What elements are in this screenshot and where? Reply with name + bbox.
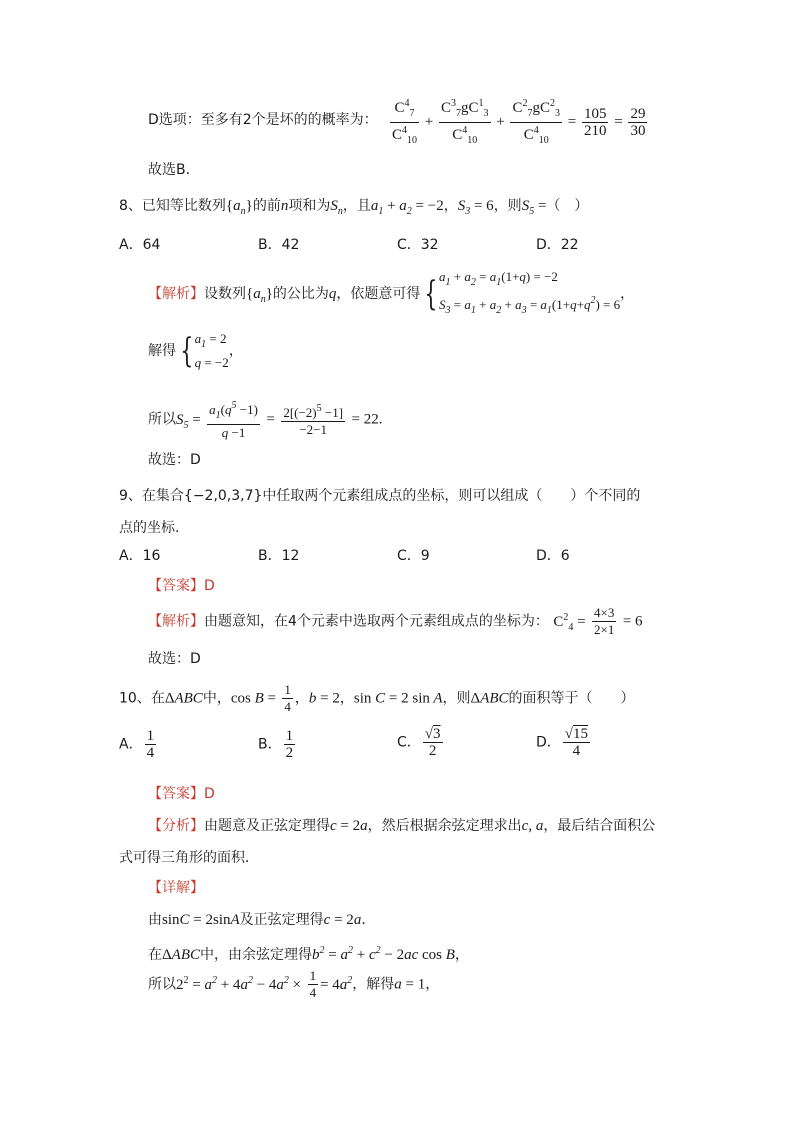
d-option-label: D选项：至多有2个是坏的的概率为： — [148, 112, 378, 128]
d-option-line — [148, 110, 378, 130]
q10-fenxi-2: 式可得三角形的面积． — [119, 850, 259, 866]
q9-answer: 【答案】D — [148, 578, 215, 594]
q9-stem-2: 点的坐标. — [119, 520, 180, 536]
q8-option-b: B．42 — [258, 237, 300, 253]
q10-detail-tag: 【详解】 — [148, 880, 204, 896]
q9-analysis: 【解析】由题意知，在4个元素中选取两个元素组成点的坐标为： $C^2_4$ = $\frac{4\times 3}{2\times 1}$ = 6 — [148, 605, 643, 637]
q10-detail-2: 在ΔABC中，由余弦定理得$b^2 = a^2 + c^2 - 2ac$ cos B， — [148, 945, 469, 963]
q8-stem: 8、已知等比数列$\{a_n\}$的前n项和为$S_n$，且$a_1 + a_2 = -2$，$S_3 = 6$，则$S_5$ =（ ） — [119, 198, 589, 217]
q9-stem: 9、在集合{−2,0,3,7}中任取两个元素组成点的坐标，则可以组成（ ）个不同的 — [119, 488, 641, 504]
q9-option-a: A．16 — [119, 548, 161, 564]
q8-analysis: 【解析】设数列$\{a_n\}$的公比为q，依题意可得 { $a_1 + a_2 = a_1(1+q) = -2$ $S_3 = a_1 + a_2 + a_3 = a_1(1+q+q^2) = 6$ ， — [148, 269, 635, 316]
q8-solve: 解得 { $a_1 = 2$ q = −2 ， — [148, 331, 243, 371]
q9-option-c: C．9 — [397, 548, 430, 564]
q10-answer: 【答案】D — [148, 786, 215, 802]
q10-fenxi: 【分析】由题意及正弦定理得c = 2a，然后根据余弦定理求出c, a，最后结合面积公 — [148, 818, 656, 834]
analysis-tag: 【解析】 — [148, 286, 204, 302]
answer-b-line: 故选B． — [148, 162, 200, 178]
q8-option-d: D．22 — [536, 237, 579, 253]
d-option-formula: $\frac{C^4_7}{C^4_{10}}$ + $\frac{C^3_7gC^1_3}{C^4_{10}}$ + $\frac{C^2_7gC^2_3}{C^4_{10}}$ = $\frac{105}{210}$ = $\frac{29}{30}$ — [392, 98, 646, 146]
q8-select: 故选：D — [148, 452, 201, 468]
q9-option-b: B．12 — [258, 548, 300, 564]
q9-option-d: D．6 — [536, 548, 570, 564]
q10-detail-3: 所以$2^2 = a^2 + 4a^2 - 4a^2$ × $\frac{1}{4}$ = $4a^2$，解得a = 1， — [148, 968, 440, 1000]
q8-option-a: A．64 — [119, 237, 161, 253]
q10-option-d: D． $\frac{√15}{4}$ — [536, 726, 589, 759]
q10-option-a: A． $\frac{1}{4}$ — [119, 728, 155, 761]
q10-stem: 10、在ΔABC中，cos B = $\frac{1}{4}$ ，b = 2，sin C = 2 sin A，则ΔABC的面积等于（ ） — [119, 682, 635, 714]
q8-option-c: C．32 — [397, 237, 439, 253]
q8-so: 所以$S_5$ = $\frac{a_1(q^5 -1)}{q -1}$ = $\frac{2[(-2)^5 -1]}{-2-1}$ = 22. — [148, 400, 383, 440]
q10-option-c: C． $\frac{√3}{2}$ — [397, 726, 441, 759]
q10-option-b: B． $\frac{1}{2}$ — [258, 728, 294, 761]
q9-select: 故选：D — [148, 651, 201, 667]
q10-detail-1: 由sinC = 2sinA及正弦定理得c = 2a． — [148, 912, 376, 928]
